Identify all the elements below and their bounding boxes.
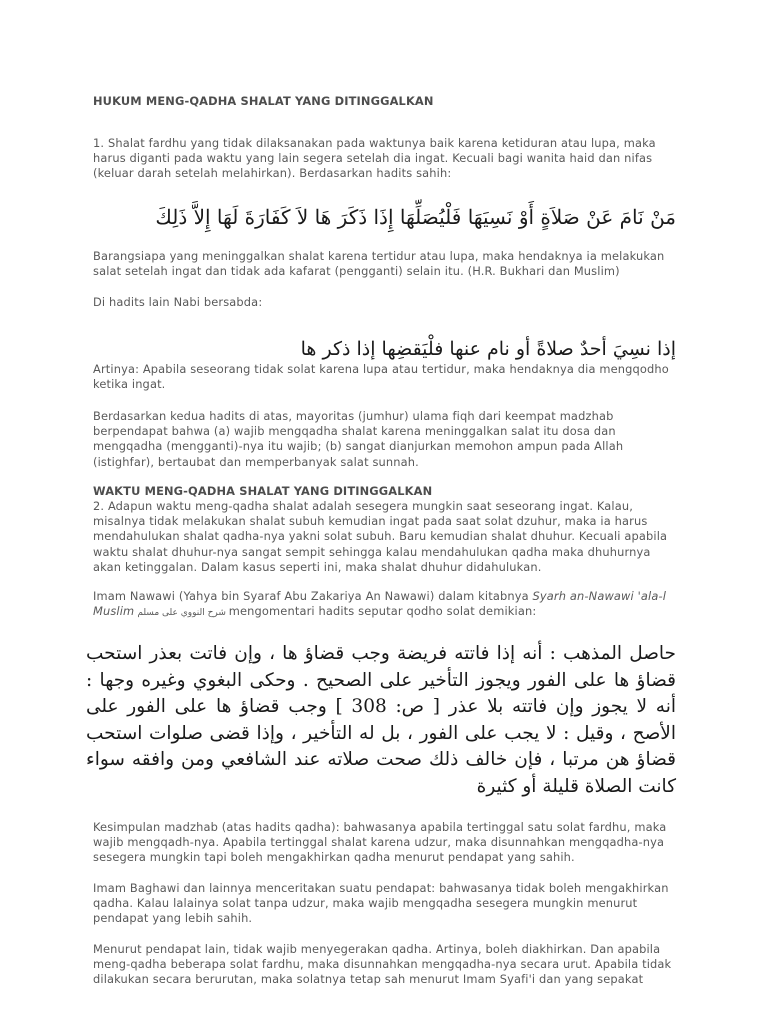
paragraph-2: Barangsiapa yang meninggalkan shalat karena tertidur atau lupa, maka hendaknya ia melakukan salat setelah ingat dan tidak ada kafarat (pengganti) selain itu. (H.R. Bukhari dan Muslim) xyxy=(93,249,665,279)
paragraph-7-end: mengomentari hadits seputar qodho solat demikian: xyxy=(228,604,537,619)
section-heading-2: WAKTU MENG-QADHA SHALAT YANG DITINGGALKAN xyxy=(93,484,433,498)
paragraph-9: Imam Baghawi dan lainnya menceritakan suatu pendapat: bahwasanya tidak boleh mengakhirkan qadha. Kalau lalainya solat tanpa udzur, maka wajib mengqadha sesegera mungkin menurut pendapat yang lebih sahih. xyxy=(93,881,669,926)
arabic-quote-nawawi: حاصل المذهب : أنه إذا فاتته فريضة وجب قضاؤ ها ، وإن فاتت بعذر استحب قضاؤ ها على الفور ويجوز التأخير على الصحيح . وحكى البغوي وغيره وجها : أنه لا يجوز وإن فاتته بلا عذر [ ص: 308 ] وجب قضاؤ ها على الفور على الأصح ، وقيل : لا يجب على الفور ، بل له التأخير ، وإذا قضى صلوات استحب قضاؤ هن مرتبا ، فإن خالف ذلك صحت صلاته عند الشافعي ومن وافقه سواء كانت الصلاة قليلة أو كثيرة xyxy=(86,643,677,797)
arabic-hadith-1: مَنْ نَامَ عَنْ صَلاَةٍ أَوْ نَسِيَهَا فَلْيُصَلِّهَا إِذَا ذَكَرَ هَا لاَ كَفَارَةَ لَهَا إِلاَّ ذَلِكَ xyxy=(155,205,676,229)
paragraph-10: Menurut pendapat lain, tidak wajib menyegerakan qadha. Artinya, boleh diakhirkan. Dan apabila meng-qadha beberapa solat fardhu, maka disunnahkan mengqadha-nya secara urut. Apabila tidak dilakukan secara berurutan, maka solatnya tetap sah menurut Imam Syafi'i dan yang sepakat xyxy=(93,942,672,987)
paragraph-1: 1. Shalat fardhu yang tidak dilaksanakan pada waktunya baik karena ketiduran atau lupa, maka harus diganti pada waktu yang lain segera setelah dia ingat. Kecuali bagi wanita haid dan nifas (keluar darah setelah melahirkan). Berdasarkan hadits sahih: xyxy=(93,136,656,181)
paragraph-8: Kesimpulan madzhab (atas hadits qadha): bahwasanya apabila tertinggal satu solat fardhu, maka wajib mengqadh-nya. Apabila tertinggal shalat karena udzur, maka disunnahkan mengqadha-nya sesegera mungkin tapi boleh mengakhirkan qadha menurut pendapat yang sahih. xyxy=(93,820,667,865)
paragraph-7-text: Imam Nawawi (Yahya bin Syaraf Abu Zakariya An Nawawi) dalam kitabnya xyxy=(93,589,533,603)
paragraph-7 xyxy=(93,589,681,621)
book-title: Syarh an-Nawawi 'ala-l Muslim xyxy=(93,589,667,619)
paragraph-4: Artinya: Apabila seseorang tidak solat karena lupa atau tertidur, maka hendaknya dia mengqodho ketika ingat. xyxy=(93,362,669,392)
paragraph-5: Berdasarkan kedua hadits di atas, mayoritas (jumhur) ulama fiqh dari keempat madzhab berpendapat bahwa (a) wajib mengqadha shalat karena meninggalkan salat itu dosa dan mengqadha (mengganti)-nya itu wajib; (b) sangat dianjurkan memohon ampun pada Allah (istighfar), bertaubat dan memperbanyak salat sunnah. xyxy=(93,409,624,469)
book-title-arabic: شرح النووي على مسلم xyxy=(134,608,229,619)
page-title: HUKUM MENG-QADHA SHALAT YANG DITINGGALKAN xyxy=(93,94,434,108)
arabic-hadith-2: إذا نسِيَ أحدٌ صلاةً أو نام عنها فلْيَقضِها إذا ذكر ها xyxy=(300,338,676,360)
paragraph-6: 2. Adapun waktu meng-qadha shalat adalah sesegera mungkin saat seseorang ingat. Kalau, misalnya tidak melakukan shalat subuh kemudian ingat pada saat solat dzuhur, maka ia harus mendahulukan shalat qadha-nya yakni solat subuh. Baru kemudian shalat dhuhur. Kecuali apabila waktu shalat dhuhur-nya sangat sempit sehingga kalau mendahulukan qadha maka dhuhurnya akan ketinggalan. Dalam kasus seperti ini, maka shalat dhuhur didahulukan. xyxy=(93,499,668,574)
paragraph-3: Di hadits lain Nabi bersabda: xyxy=(93,295,263,309)
